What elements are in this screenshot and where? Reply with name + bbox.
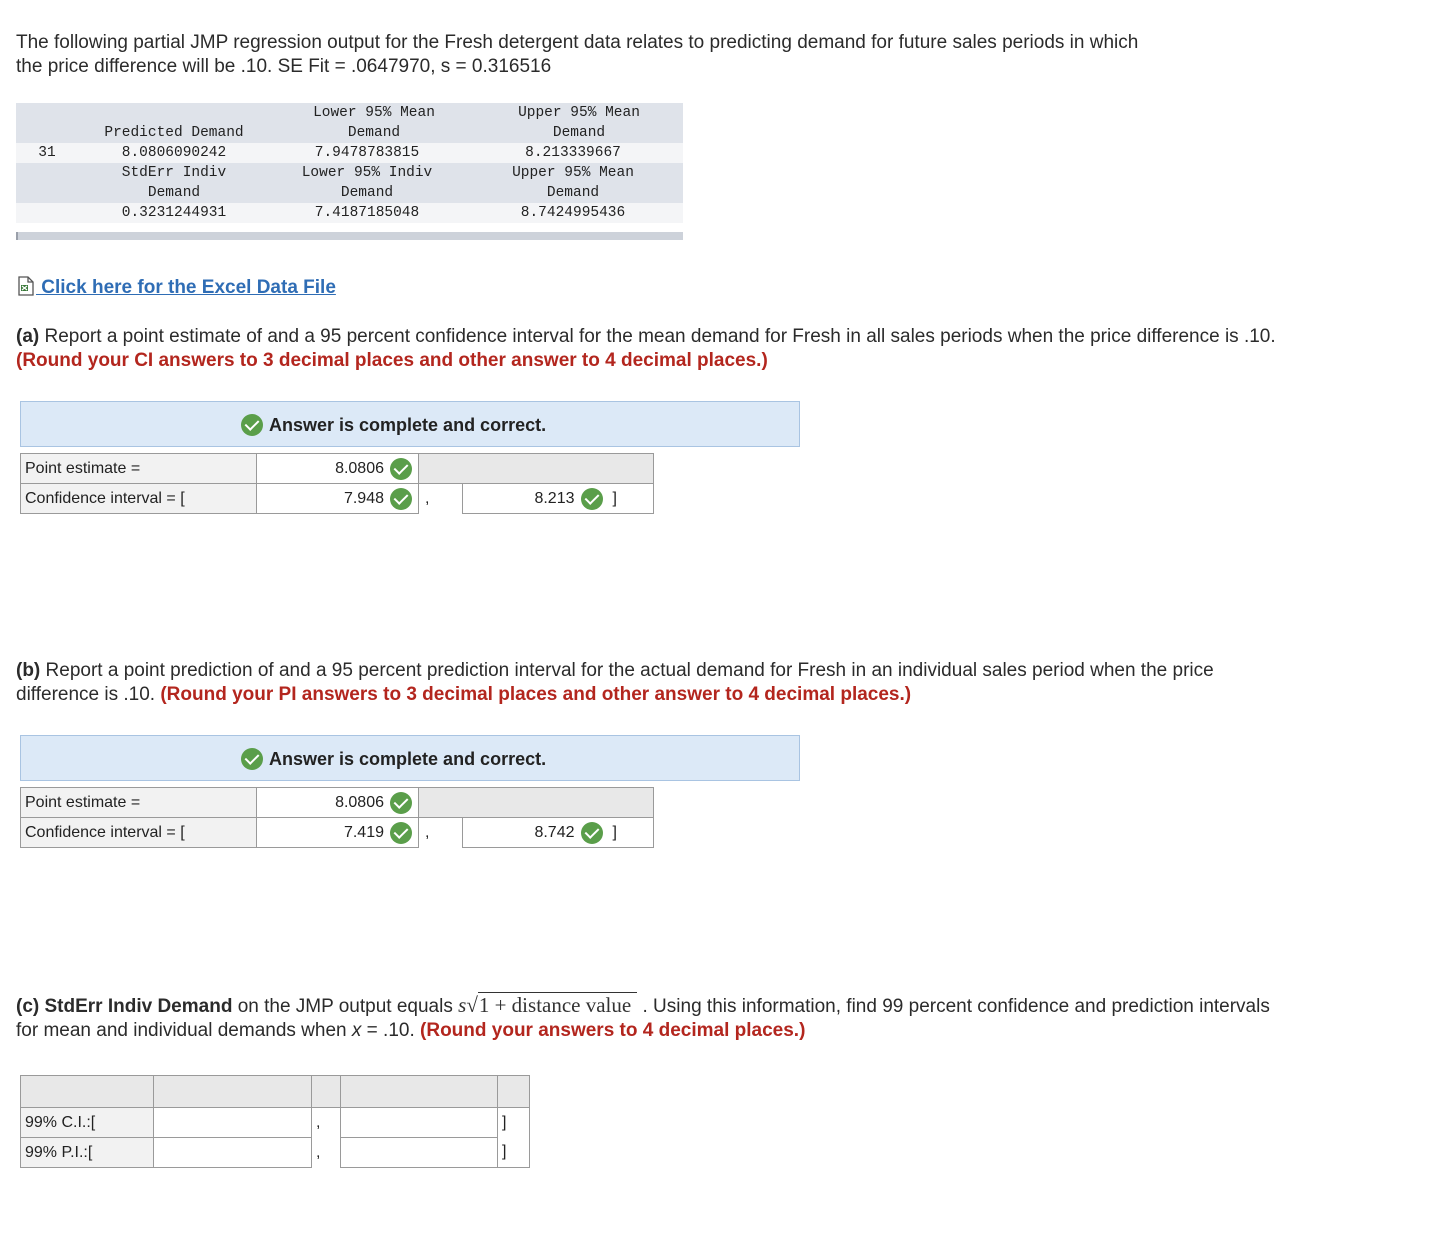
jmp-upper-mean-value: 8.213339667 (525, 145, 621, 161)
part-b-text: Report a point prediction of and a 95 percent prediction interval for the actual demand for Fresh in an individual sales period when the price difference is .10. (16, 660, 1214, 705)
part-a-point-field[interactable] (257, 454, 419, 484)
part-c-text-1: on the JMP output equals (232, 996, 459, 1017)
part-a-point-value: 8.0806 (335, 459, 384, 477)
part-a-ci-label: Confidence interval = [ (21, 484, 257, 514)
part-a-comma: , (419, 484, 463, 514)
check-icon (390, 458, 412, 480)
part-b-comma: , (419, 818, 463, 848)
part-c-text-2: . Using this information, find 99 percent confidence and prediction intervals for mean and individual demands when (16, 996, 1270, 1041)
part-c-formula (458, 992, 637, 1017)
part-b-ci-high-value: 8.742 (534, 823, 575, 841)
jmp-lower-indiv-value: 7.4187185048 (314, 205, 420, 221)
part-a-label: (a) (16, 326, 40, 347)
part-b-point-field[interactable] (257, 788, 419, 818)
part-a-ci-high-field[interactable] (463, 484, 609, 514)
part-b-label: (b) (16, 660, 41, 681)
part-c-header-cell (498, 1076, 530, 1108)
jmp-output-table (16, 103, 683, 241)
part-a-text: Report a point estimate of and a 95 percent confidence interval for the mean demand for Fresh in all sales periods when the price difference is .10. (39, 326, 1276, 347)
part-b-question (16, 659, 1276, 707)
part-c-ci-low-input[interactable] (154, 1108, 312, 1138)
part-c-text-3: = .10. (361, 1020, 421, 1041)
jmp-header-upper-mean-1: Upper 95% Mean (518, 105, 640, 121)
part-a-close-bracket: ] (609, 484, 654, 514)
excel-file-icon (16, 276, 36, 296)
part-a-question (16, 325, 1276, 373)
part-c-rounding-note: (Round your answers to 4 decimal places.) (420, 1020, 806, 1041)
part-c-question (16, 993, 1276, 1043)
part-b-answer-table (20, 787, 654, 848)
part-c-ci-comma: , (312, 1108, 341, 1138)
part-c-header-cell (21, 1076, 154, 1108)
check-icon (390, 792, 412, 814)
jmp-header-upper-mean-2: Demand (552, 125, 606, 141)
part-a-point-label: Point estimate = (21, 454, 257, 484)
jmp-header-predicted: Predicted Demand (104, 125, 244, 141)
intro-line-1: The following partial JMP regression output for the Fresh detergent data relates to predicting demand for future sales periods in which (16, 32, 1139, 53)
jmp-header-upper-indiv-2: Demand (546, 185, 600, 201)
part-b-banner-text: Answer is complete and correct. (269, 749, 547, 769)
sqrt-icon: √ (466, 993, 478, 1017)
part-b-ci-high-field[interactable] (463, 818, 609, 848)
jmp-header-upper-indiv-1: Upper 95% Mean (512, 165, 634, 181)
jmp-scrollbar[interactable] (16, 232, 683, 240)
part-c-ci-close: ] (498, 1108, 530, 1138)
part-a-ci-high-value: 8.213 (534, 489, 575, 507)
part-c-header-cell (154, 1076, 312, 1108)
part-b-empty-cell (419, 788, 654, 818)
part-c-pi-high-input[interactable] (341, 1138, 498, 1168)
part-b-point-label: Point estimate = (21, 788, 257, 818)
check-icon (581, 488, 603, 510)
jmp-header-lower-indiv-2: Demand (340, 185, 394, 201)
excel-data-link[interactable] (16, 276, 336, 299)
jmp-predicted-value: 8.0806090242 (121, 145, 227, 161)
jmp-lower-mean-value: 7.9478783815 (314, 145, 420, 161)
part-c-x: x (351, 1020, 362, 1041)
part-b-answer-banner (20, 735, 800, 781)
jmp-header-lower-mean-1: Lower 95% Mean (313, 105, 435, 121)
part-c-pi-label: 99% P.I.:[ (21, 1138, 154, 1168)
part-c-header-cell (312, 1076, 341, 1108)
part-c-pi-low-input[interactable] (154, 1138, 312, 1168)
part-a-banner-text: Answer is complete and correct. (269, 415, 547, 435)
jmp-header-lower-indiv-1: Lower 95% Indiv (301, 165, 433, 181)
intro-text (16, 31, 1276, 79)
part-a-answer-banner (20, 401, 800, 447)
check-icon (581, 822, 603, 844)
part-b-ci-low-field[interactable] (257, 818, 419, 848)
part-a-rounding-note: (Round your CI answers to 3 decimal places and other answer to 4 decimal places.) (16, 350, 768, 371)
excel-data-link-text[interactable]: Click here for the Excel Data File (36, 277, 336, 298)
check-icon (390, 488, 412, 510)
intro-line-2: the price difference will be .10. SE Fit = .0647970, s = 0.316516 (16, 56, 552, 77)
part-a-answer-table (20, 453, 654, 514)
part-c-math-radicand: 1 + distance value (478, 992, 637, 1017)
part-c-pi-close: ] (498, 1138, 530, 1168)
part-c-label: (c) StdErr Indiv Demand (16, 996, 233, 1017)
part-a-ci-low-value: 7.948 (343, 489, 384, 507)
check-icon (241, 414, 263, 436)
jmp-header-stderr-2: Demand (147, 185, 201, 201)
jmp-header-stderr-1: StdErr Indiv (121, 165, 227, 181)
part-b-point-value: 8.0806 (335, 793, 384, 811)
jmp-upper-indiv-value: 8.7424995436 (520, 205, 626, 221)
jmp-stderr-value: 0.3231244931 (121, 205, 227, 221)
part-c-ci-high-input[interactable] (341, 1108, 498, 1138)
jmp-header-lower-mean-2: Demand (347, 125, 401, 141)
part-c-pi-comma: , (312, 1138, 341, 1168)
part-b-close-bracket: ] (609, 818, 654, 848)
part-a-ci-low-field[interactable] (257, 484, 419, 514)
part-a-empty-cell (419, 454, 654, 484)
check-icon (241, 748, 263, 770)
part-c-answer-table (20, 1075, 530, 1168)
jmp-row-id: 31 (38, 145, 56, 161)
check-icon (390, 822, 412, 844)
part-b-ci-label: Confidence interval = [ (21, 818, 257, 848)
part-b-rounding-note: (Round your PI answers to 3 decimal places and other answer to 4 decimal places.) (160, 684, 912, 705)
part-c-header-cell (341, 1076, 498, 1108)
part-c-ci-label: 99% C.I.:[ (21, 1108, 154, 1138)
part-b-ci-low-value: 7.419 (343, 823, 384, 841)
part-c-math-s: s (458, 993, 467, 1017)
